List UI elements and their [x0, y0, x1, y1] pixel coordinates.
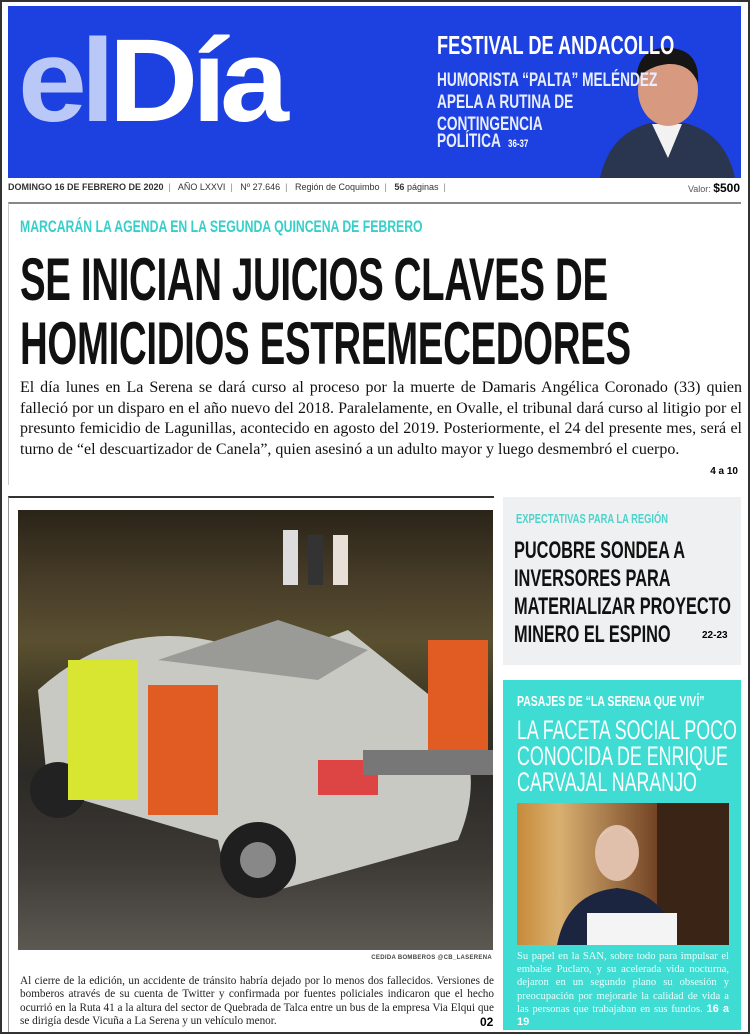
side2-kicker: PASAJES DE “LA SERENA QUE VIVÍ”: [517, 693, 705, 710]
side2-headline[interactable]: LA FACETA SOCIAL POCO: [517, 715, 737, 745]
side2-headline[interactable]: CONOCIDA DE ENRIQUE: [517, 741, 728, 771]
main-headline[interactable]: SE INICIAN JUICIOS CLAVES DE: [20, 246, 608, 313]
logo[interactable]: [18, 15, 283, 147]
side1-headline[interactable]: INVERSORES PARA: [514, 565, 671, 592]
teaser-line: HUMORISTA “PALTA” MELÉNDEZ: [437, 70, 658, 91]
info-bar: DOMINGO 16 DE FEBRERO DE 2020 | AÑO LXXVI | Nº 27.646 | Región de Coquimbo | 56 páginas |: [8, 182, 446, 192]
teaser-title[interactable]: FESTIVAL DE ANDACOLLO: [437, 30, 675, 60]
logo-el: el: [18, 15, 109, 147]
photo-caption: Al cierre de la edición, un accidente de tránsito habría dejado por lo menos dos fallecidos. Versiones de bomberos através de su cuenta de Twitter y confirmada por fuentes policiales indicaron que el hecho ocurrió en la Ruta 41 a la altura del sector de Quebrada de Talca entre un bus de la empresa Via Elqui que se dirigía desde Vicuña a La Serena y un vehículo menor.: [20, 975, 494, 1027]
elderly-man-drawing: [517, 803, 729, 945]
teaser-line: APELA A RUTINA DE: [437, 92, 574, 113]
main-headline[interactable]: HOMICIDIOS ESTREMECEDORES: [20, 310, 631, 377]
date: DOMINGO 16 DE FEBRERO DE 2020: [8, 182, 164, 192]
year: AÑO LXXVI: [177, 182, 226, 192]
elderly-man-photo: [517, 803, 729, 945]
issue-number: Nº 27.646: [240, 182, 281, 192]
side1-headline[interactable]: MATERIALIZAR PROYECTO: [514, 593, 732, 620]
photo-credit: CEDIDA BOMBEROS @CB_LASERENA: [371, 955, 492, 961]
price: [688, 181, 740, 195]
side1-headline[interactable]: MINERO EL ESPINO: [514, 621, 671, 648]
main-pages: 4 a 10: [710, 466, 738, 477]
price-label: Valor:: [687, 184, 711, 194]
caption-page: 02: [480, 1015, 494, 1029]
logo-dia: Día: [108, 15, 283, 147]
accident-photo: [18, 510, 493, 950]
teaser-pages: 36-37: [508, 138, 529, 150]
teaser-line: [437, 131, 528, 153]
side2-body: [517, 950, 729, 1029]
main-lede: El día lunes en La Serena se dará curso al proceso por la muerte de Damaris Angélica Coronado (33) quien falleció por un disparo en el año nuevo del 2018. Paralelamente, en Ovalle, el tribunal dará curso al litigio por el presunto femicidio de Lagunillas, acontecido en agosto del 2019. Posteriormente, el 24 del presente mes, será el turno de “el descuartizador de Canela”, quien asesinó a un adulto mayor y luego desmembró el cuerpo.: [20, 379, 742, 458]
pages-count: 56: [394, 182, 405, 192]
main-kicker: MARCARÁN LA AGENDA EN LA SEGUNDA QUINCENA DE FEBRERO: [20, 217, 423, 236]
side2-body-text: Su papel en la SAN, sobre todo para impulsar el embalse Puclaro, y su acelerada vida nocturna, dejaron en un segundo plano su obsesión y preocupación por mejorarle la calidad de vida a las personas que trabajaban en sus fundos.: [517, 951, 729, 1015]
side1-headline[interactable]: PUCOBRE SONDEA A: [514, 537, 686, 564]
teaser-line: CONTINGENCIA: [437, 114, 543, 135]
side2-headline[interactable]: CARVAJAL NARANJO: [517, 767, 697, 797]
price-value: $500: [713, 181, 740, 195]
side1-kicker: EXPECTATIVAS PARA LA REGIÓN: [516, 511, 669, 526]
pages-label: páginas: [406, 182, 439, 192]
side1-pages: 22-23: [702, 630, 728, 641]
teaser-line-text: POLÍTICA: [437, 131, 501, 152]
region: Región de Coquimbo: [294, 182, 380, 192]
side2-pages: 16 a 19: [517, 1002, 729, 1029]
accident-photo-drawing: [18, 510, 493, 950]
